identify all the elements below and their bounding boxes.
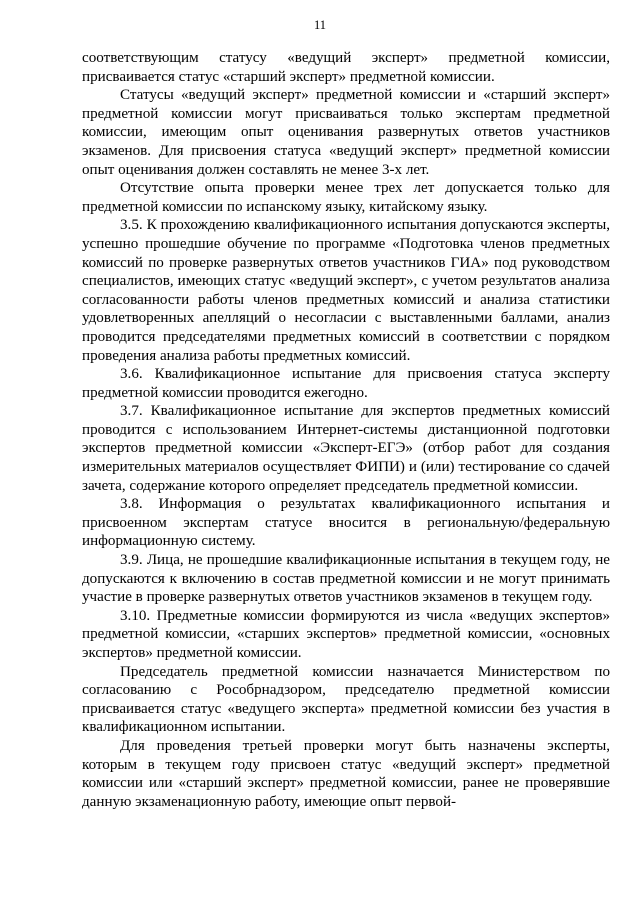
paragraph-third-check: Для проведения третьей проверки могут быть назначены эксперты, которым в текущем году присвоен статус «ведущий эксперт» предметной комиссии или «старший эксперт» предметной комиссии, ранее не проверявшие данную экзаменационную работу, имеющие опыт первой- — [82, 737, 610, 810]
paragraph-3-5: 3.5. К прохождению квалификационного испытания допускаются эксперты, успешно прошедшие обучение по программе «Подготовка членов предметных комиссий по проверке развернутых ответов участников ГИА» под руководством специалистов, имеющих статус «ведущий эксперт», с учетом результатов анализа согласованности работы членов предметных комиссий и анализа статистики удовлетворенных апелляций о несогласии с выставленными баллами, анализ проводится председателями предметных комиссий в соответствии с порядком проведения анализа работы предметных комиссий. — [82, 217, 610, 364]
paragraph-chairman: Председатель предметной комиссии назначается Министерством по согласованию с Рособрнадзором, председателю предметной комиссии присваивается статус «ведущего эксперта» предметной комиссии без участия в квалификационном испытании. — [82, 663, 610, 736]
paragraph-3-7: 3.7. Квалификационное испытание для экспертов предметных комиссий проводится с использованием Интернет-системы дистанционной подготовки экспертов предметной комиссии «Эксперт-ЕГЭ» (отбор работ для создания измерительных материалов осуществляет ФИПИ) и (или) тестирование со сдачей зачета, содержание которого определяет председатель предметной комиссии. — [82, 403, 610, 494]
page-number: 11 — [313, 18, 327, 32]
paragraph-3-9: 3.9. Лица, не прошедшие квалификационные испытания в текущем году, не допускаются к включению в состав предметной комиссии и не могут принимать участие в проверке развернутых ответов участников экзаменов в текущем году. — [82, 552, 610, 606]
paragraph-3-10: 3.10. Предметные комиссии формируются из числа «ведущих экспертов» предметной комиссии, «старших экспертов» предметной комиссии, «основных экспертов» предметной комиссии. — [82, 607, 610, 661]
paragraph-3-6: 3.6. Квалификационное испытание для присвоения статуса эксперту предметной комиссии проводится ежегодно. — [82, 366, 610, 401]
paragraph-3-8: 3.8. Информация о результатах квалификационного испытания и присвоенном экспертам статусе вносится в региональную/федеральную информационную систему. — [82, 496, 610, 550]
paragraph-statuses: Статусы «ведущий эксперт» предметной комиссии и «старший эксперт» предметной комиссии могут присваиваться только экспертам предметной комиссии, имеющим опыт оценивания развернутых ответов участников экзаменов. Для присвоения статуса «ведущий эксперт» предметной комиссии опыт оценивания должен составлять не менее 3-х лет. — [82, 87, 610, 178]
paragraph-experience-exception: Отсутствие опыта проверки менее трех лет допускается только для предметной комиссии по испанскому языку, китайскому языку. — [82, 180, 610, 215]
paragraph-continuation: соответствующим статусу «ведущий эксперт» предметной комиссии, присваивается статус «старший эксперт» предметной комиссии. — [82, 50, 610, 85]
document-body — [82, 49, 610, 811]
